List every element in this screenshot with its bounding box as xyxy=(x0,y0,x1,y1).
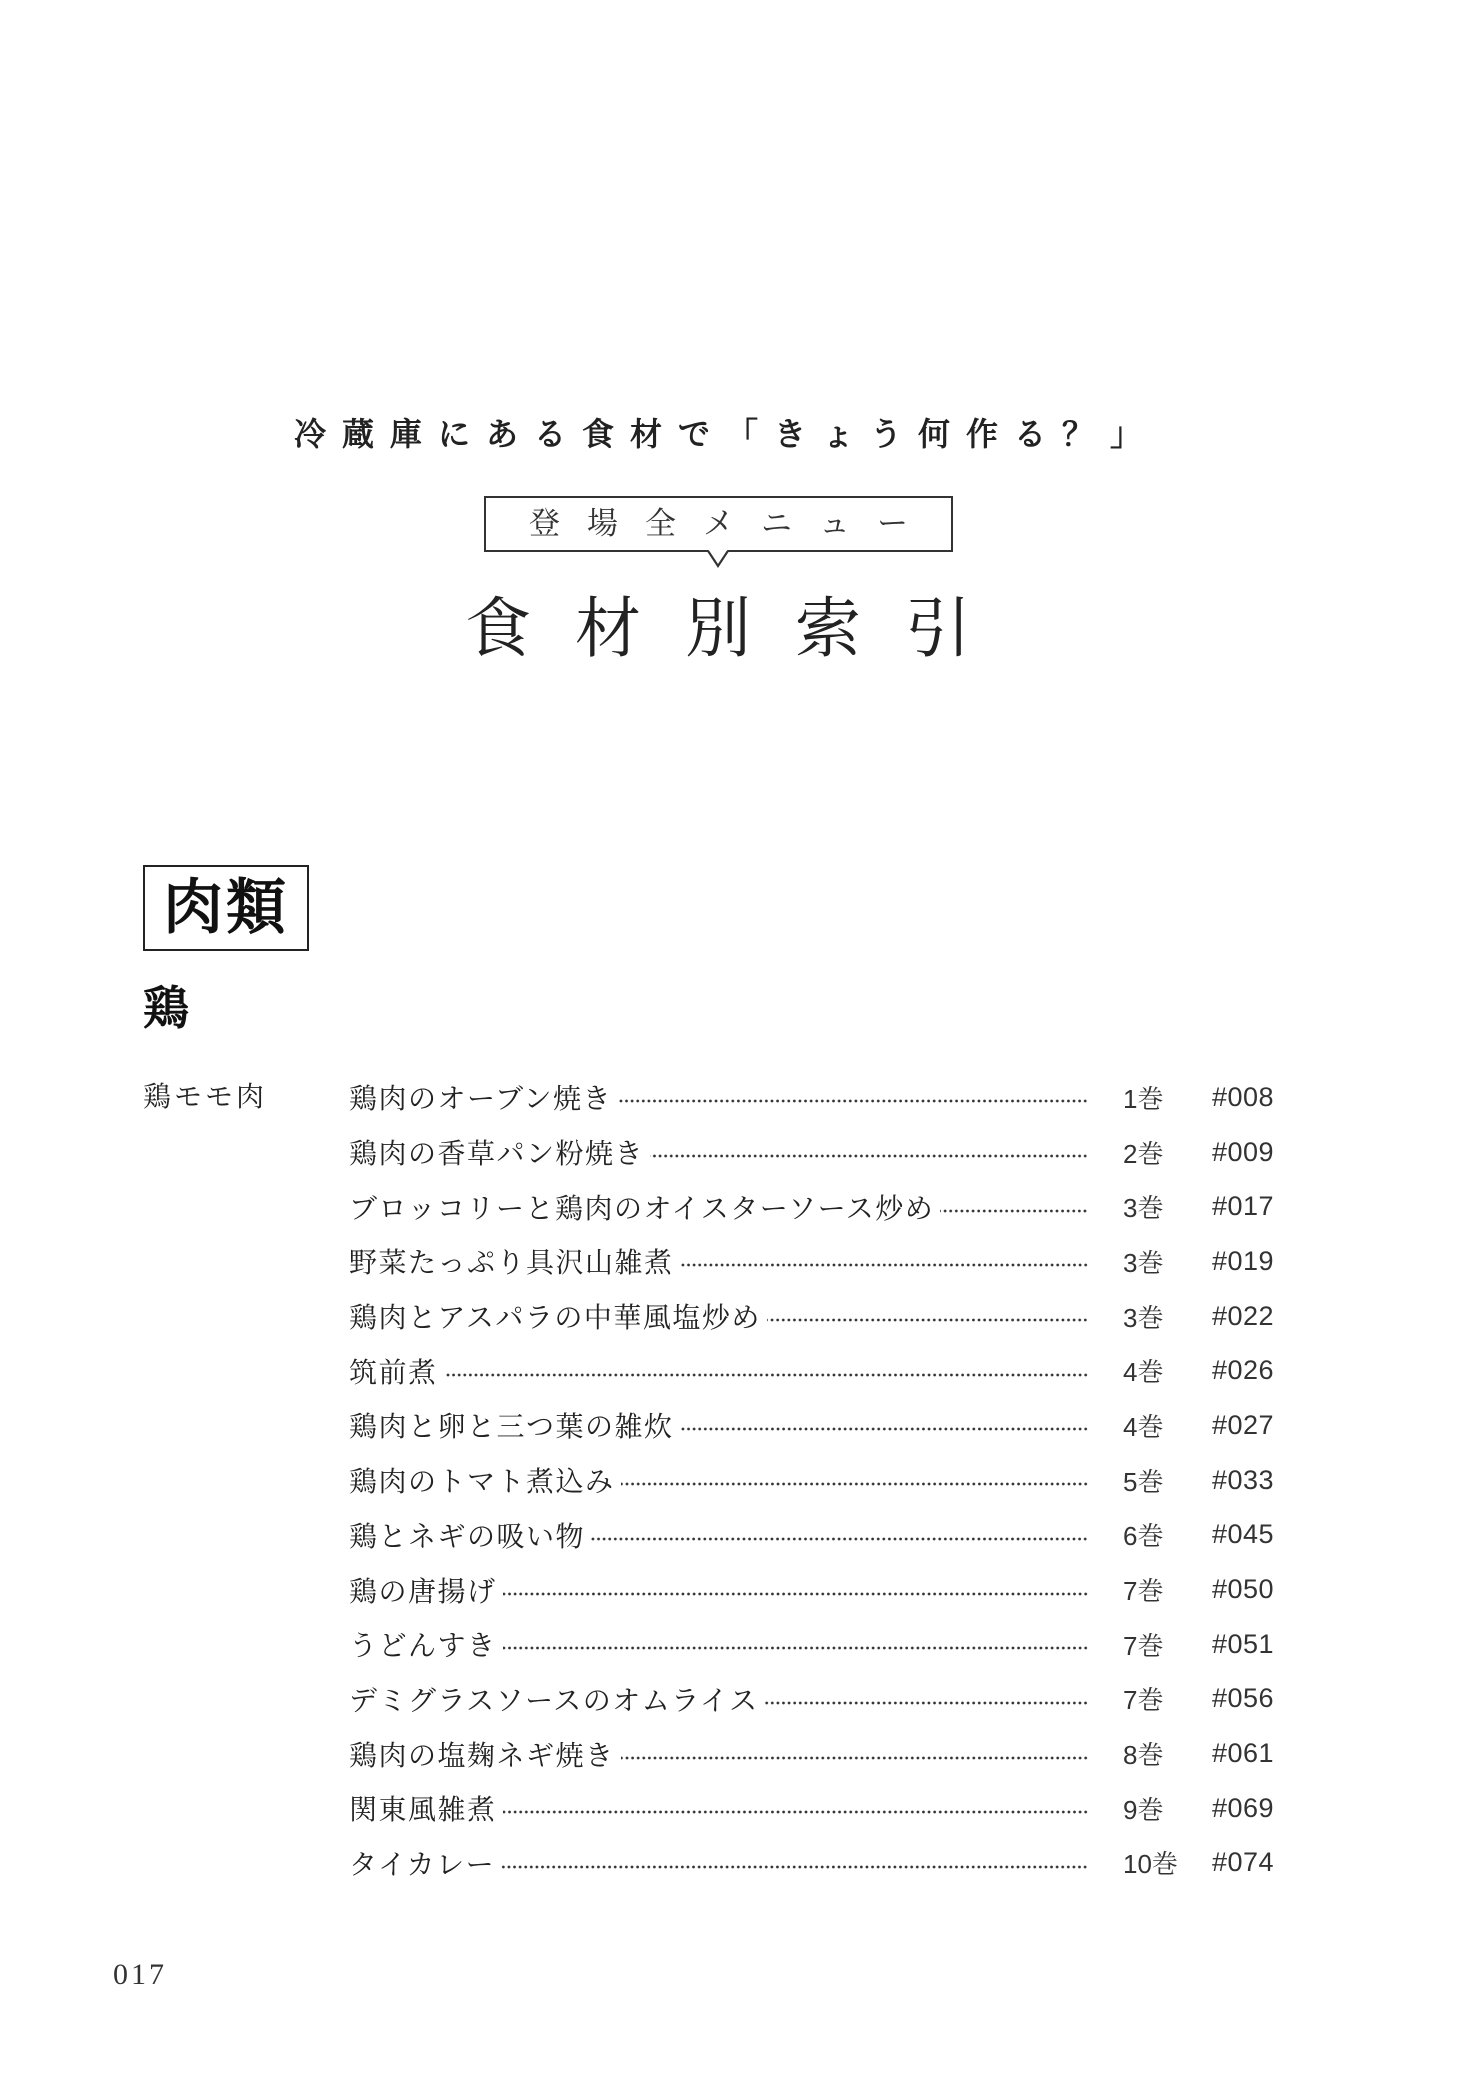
recipe-name: 鶏肉のトマト煮込み xyxy=(349,1466,615,1498)
page-number: 017 xyxy=(113,1958,167,1991)
recipe-number: #045 xyxy=(1212,1519,1275,1550)
dot-leader xyxy=(765,1701,1088,1705)
recipe-name-cell xyxy=(349,1570,1088,1610)
recipe-name: デミグラスソースのオムライス xyxy=(349,1684,759,1716)
recipe-name: 鶏肉のオーブン焼き xyxy=(349,1083,612,1115)
recipe-row xyxy=(349,1562,1289,1617)
recipe-name-cell xyxy=(349,1132,1088,1172)
dot-leader xyxy=(444,1373,1088,1377)
page-title: 食材別索引 xyxy=(465,593,1015,666)
recipe-number: #027 xyxy=(1212,1409,1275,1440)
recipe-name: 鶏とネギの吸い物 xyxy=(349,1520,586,1552)
recipe-row xyxy=(349,1617,1289,1672)
recipe-name: うどんすき xyxy=(349,1630,497,1662)
recipe-volume: 6巻 xyxy=(1123,1521,1164,1552)
menu-label: 登場全メニュー xyxy=(529,506,935,541)
recipe-name-cell xyxy=(349,1624,1088,1664)
recipe-volume: 3巻 xyxy=(1123,1247,1164,1278)
recipe-list xyxy=(349,1070,1289,1890)
recipe-name: 筑前煮 xyxy=(349,1356,438,1388)
recipe-volume: 1巻 xyxy=(1123,1083,1164,1114)
recipe-volume: 4巻 xyxy=(1123,1357,1164,1388)
dot-leader xyxy=(503,1810,1088,1814)
recipe-name: 鶏肉とアスパラの中華風塩炒め xyxy=(349,1302,761,1334)
recipe-row xyxy=(349,1289,1289,1344)
recipe-row xyxy=(349,1672,1289,1727)
recipe-volume: 10巻 xyxy=(1123,1849,1178,1880)
recipe-row xyxy=(349,1508,1289,1563)
recipe-row xyxy=(349,1179,1289,1234)
recipe-row xyxy=(349,1398,1289,1453)
recipe-row xyxy=(349,1836,1289,1891)
recipe-name-cell xyxy=(349,1460,1088,1500)
dot-leader xyxy=(618,1099,1088,1103)
recipe-name-cell xyxy=(349,1788,1088,1828)
recipe-name-cell xyxy=(349,1515,1088,1555)
recipe-name-cell xyxy=(349,1077,1088,1117)
recipe-volume: 3巻 xyxy=(1123,1302,1164,1333)
recipe-row xyxy=(349,1781,1289,1836)
recipe-name-cell xyxy=(349,1296,1088,1336)
recipe-name: 鶏肉の香草パン粉焼き xyxy=(349,1138,645,1170)
recipe-name: タイカレー xyxy=(349,1848,496,1880)
recipe-number: #050 xyxy=(1212,1574,1275,1605)
recipe-volume: 3巻 xyxy=(1123,1193,1164,1224)
recipe-row xyxy=(349,1234,1289,1289)
recipe-number: #033 xyxy=(1212,1464,1275,1495)
recipe-volume: 4巻 xyxy=(1123,1411,1164,1442)
dot-leader xyxy=(591,1537,1088,1541)
dot-leader xyxy=(621,1482,1088,1486)
dot-leader xyxy=(621,1756,1088,1760)
recipe-volume: 5巻 xyxy=(1123,1466,1164,1497)
recipe-number: #074 xyxy=(1212,1847,1275,1878)
recipe-number: #022 xyxy=(1212,1300,1275,1331)
recipe-name-cell xyxy=(349,1351,1088,1391)
subcategory-heading: 鶏 xyxy=(143,982,189,1034)
category-label: 肉類 xyxy=(163,874,289,941)
category-heading xyxy=(143,865,309,951)
recipe-volume: 7巻 xyxy=(1123,1630,1164,1661)
dot-leader xyxy=(680,1263,1088,1267)
dot-leader xyxy=(650,1154,1088,1158)
recipe-volume: 9巻 xyxy=(1123,1794,1164,1825)
dot-leader xyxy=(503,1592,1088,1596)
recipe-number: #019 xyxy=(1212,1245,1275,1276)
recipe-number: #069 xyxy=(1212,1792,1275,1823)
menu-label-box xyxy=(484,496,953,552)
dot-leader xyxy=(680,1427,1088,1431)
page-subtitle: 冷蔵庫にある食材で「きょう何作る？」 xyxy=(293,416,1158,452)
recipe-name: 関東風雑煮 xyxy=(349,1794,497,1826)
recipe-name: 鶏肉と卵と三つ葉の雑炊 xyxy=(349,1411,674,1443)
dot-leader xyxy=(767,1318,1088,1322)
dot-leader xyxy=(940,1209,1088,1213)
recipe-name: 鶏の唐揚げ xyxy=(349,1575,497,1607)
recipe-name-cell xyxy=(349,1187,1088,1227)
recipe-number: #008 xyxy=(1212,1081,1275,1112)
recipe-row xyxy=(349,1070,1289,1125)
recipe-number: #061 xyxy=(1212,1738,1275,1769)
recipe-number: #026 xyxy=(1212,1355,1275,1386)
recipe-row xyxy=(349,1343,1289,1398)
recipe-row xyxy=(349,1125,1289,1180)
recipe-name-cell xyxy=(349,1241,1088,1281)
recipe-name: 野菜たっぷり具沢山雑煮 xyxy=(349,1247,674,1279)
recipe-volume: 7巻 xyxy=(1123,1576,1164,1607)
recipe-number: #051 xyxy=(1212,1628,1275,1659)
recipe-row xyxy=(349,1453,1289,1508)
ingredient-label: 鶏モモ肉 xyxy=(143,1081,268,1112)
recipe-number: #056 xyxy=(1212,1683,1275,1714)
recipe-volume: 8巻 xyxy=(1123,1740,1164,1771)
recipe-number: #017 xyxy=(1212,1191,1275,1222)
recipe-name-cell xyxy=(349,1843,1088,1883)
recipe-volume: 7巻 xyxy=(1123,1685,1164,1716)
recipe-number: #009 xyxy=(1212,1136,1275,1167)
recipe-name-cell xyxy=(349,1679,1088,1719)
recipe-row xyxy=(349,1726,1289,1781)
recipe-name: 鶏肉の塩麹ネギ焼き xyxy=(349,1739,615,1771)
recipe-name-cell xyxy=(349,1734,1088,1774)
dot-leader xyxy=(503,1646,1088,1650)
recipe-name-cell xyxy=(349,1405,1088,1445)
dot-leader xyxy=(501,1865,1088,1869)
speech-tail-icon xyxy=(707,548,729,570)
recipe-name: ブロッコリーと鶏肉のオイスターソース炒め xyxy=(349,1192,935,1224)
recipe-volume: 2巻 xyxy=(1123,1138,1164,1169)
